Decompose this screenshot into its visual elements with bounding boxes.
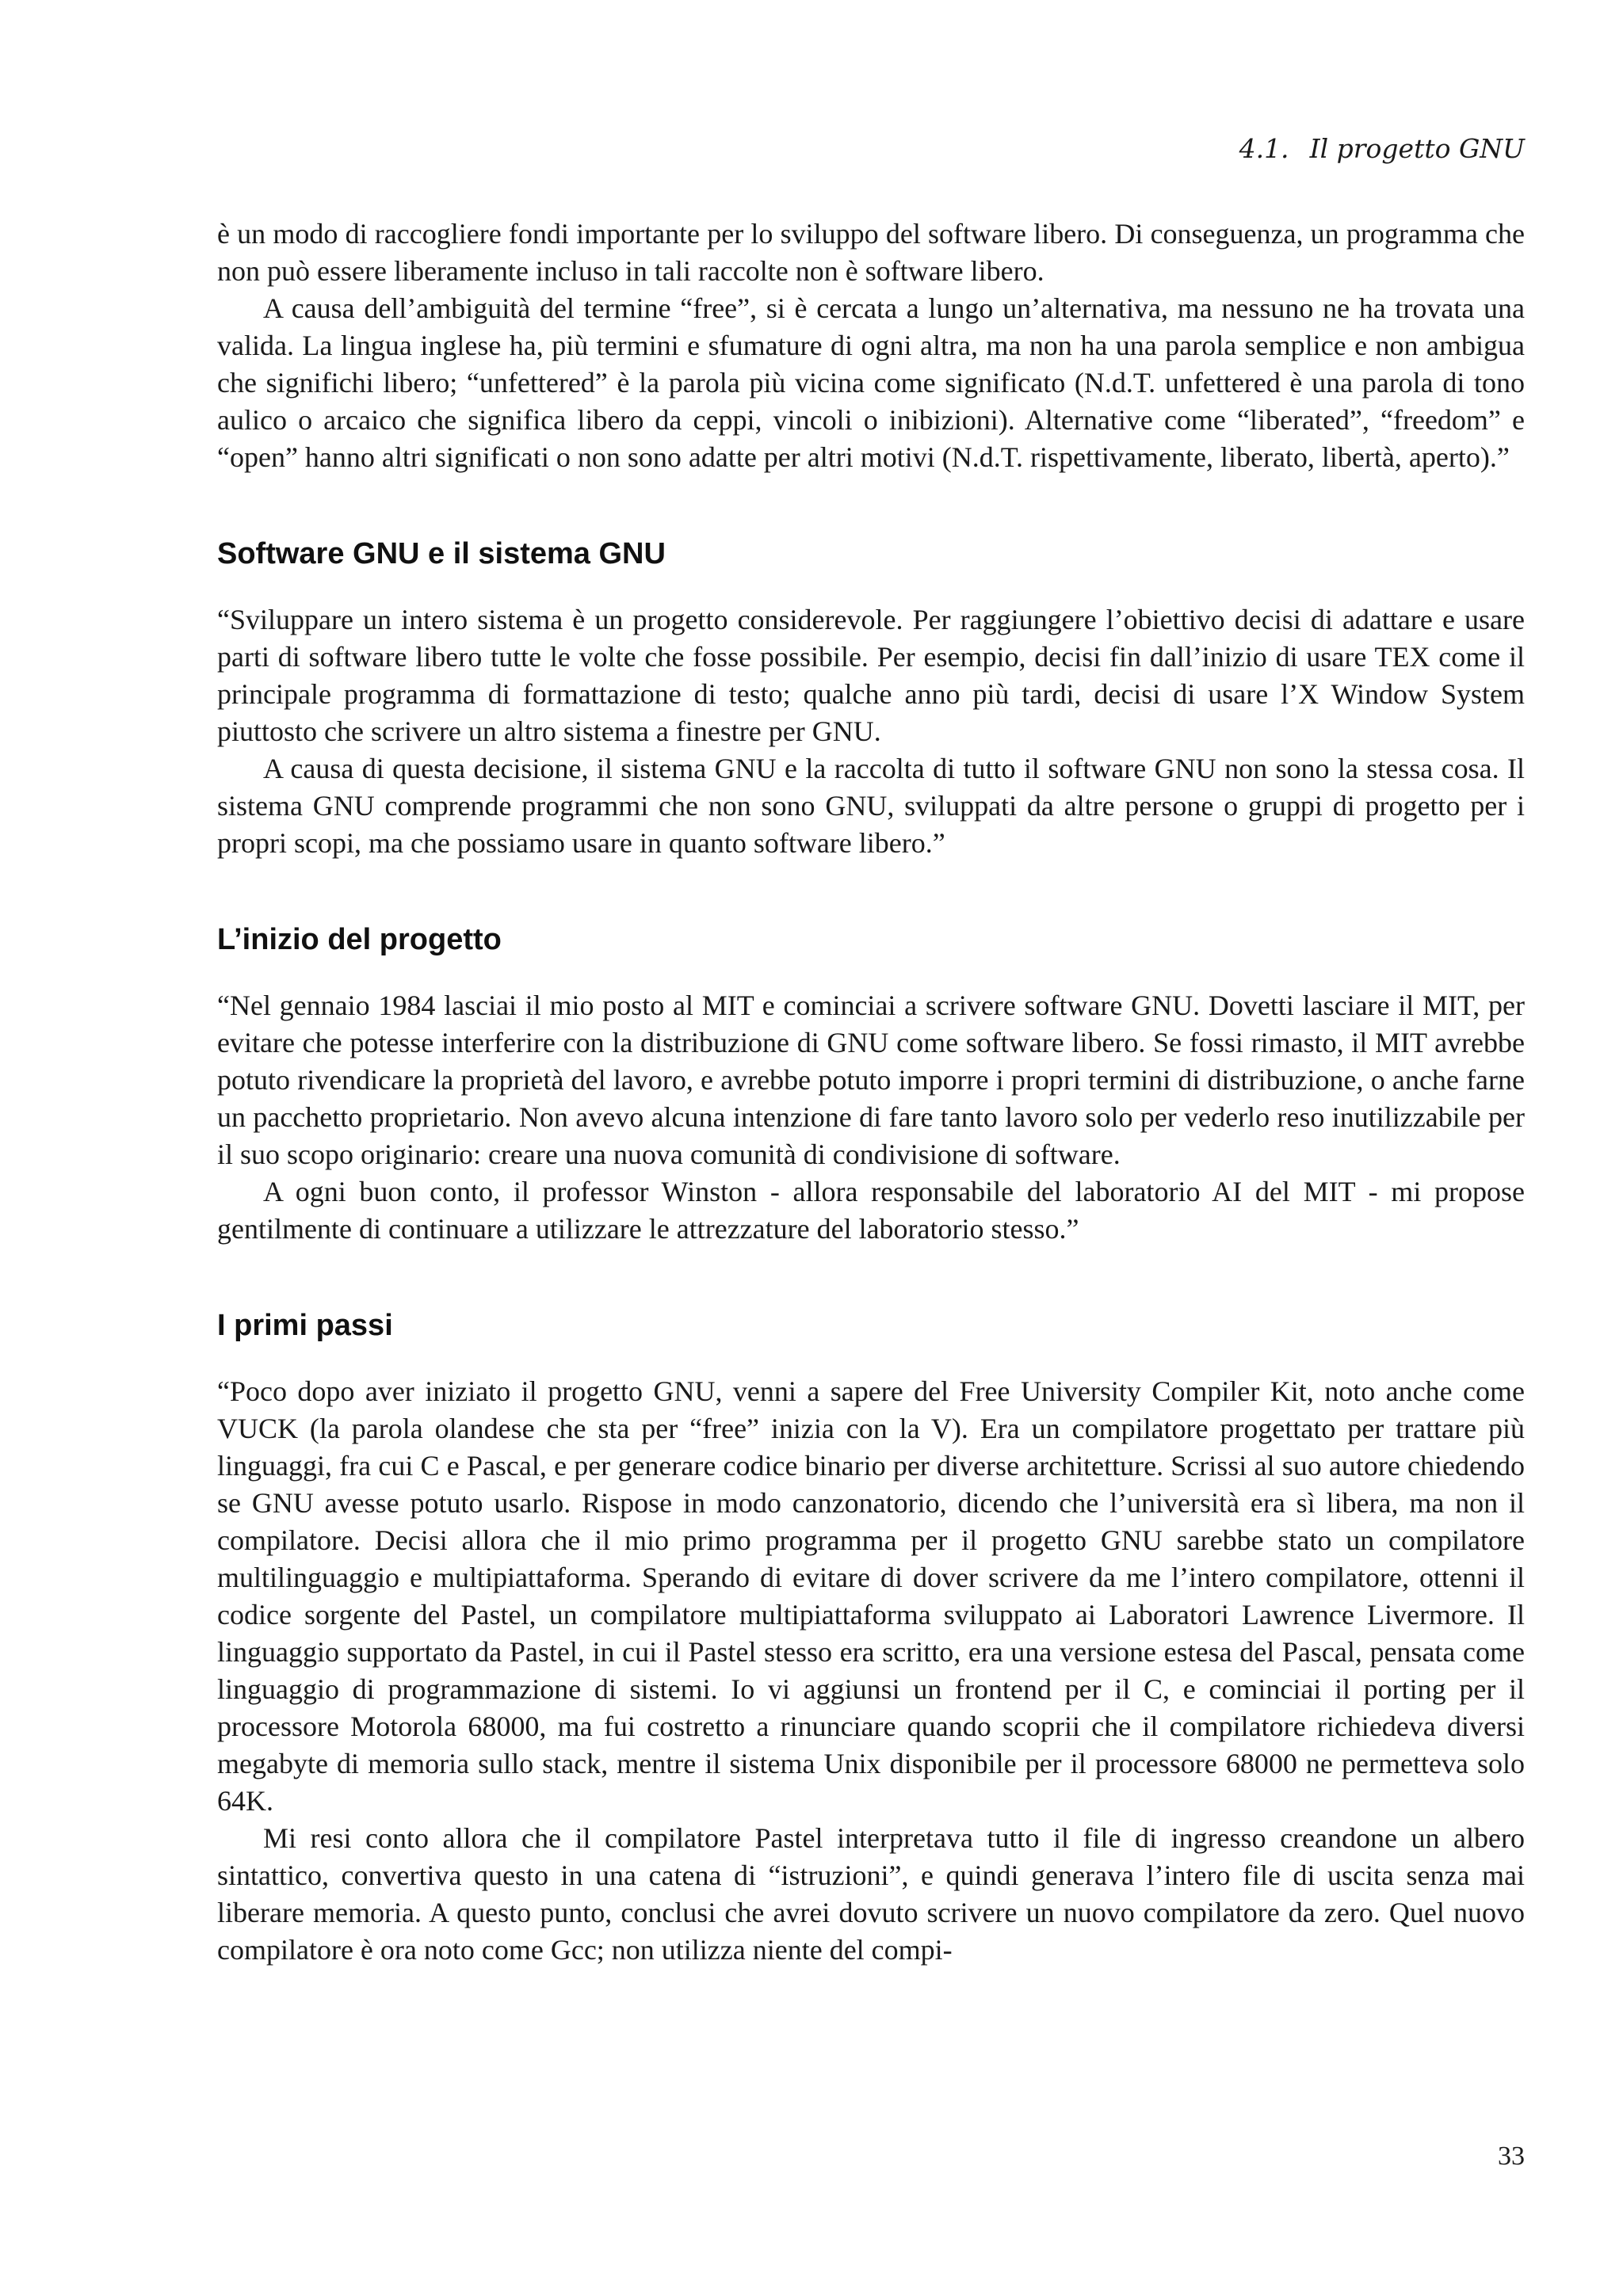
document-page: [217, 0, 1525, 2296]
section-title: Il progetto GNU: [1309, 133, 1525, 164]
running-header: [1239, 132, 1525, 166]
section-heading: I primi passi: [217, 1309, 393, 1342]
section-heading: Software GNU e il sistema GNU: [217, 537, 666, 570]
paragraph: Mi resi conto allora che il compilatore Pastel interpretava tutto il file di ingresso creandone un albero sintattico, convertiva questo in una catena di “istruzioni”, e quindi generava l’intero file di uscita senza mai liberare memoria. A questo punto, conclusi che avrei dovuto scrivere un nuovo compilatore da zero. Quel nuovo compilatore è ora noto come Gcc; non utilizza niente del compi-: [217, 1822, 1525, 1966]
paragraph: è un modo di raccogliere fondi importante per lo sviluppo del software libero. Di conseguenza, un programma che non può essere liberamente incluso in tali raccolte non è software libero.: [217, 218, 1525, 287]
section-number: 4.1.: [1239, 133, 1289, 164]
body-text: [217, 215, 1525, 1969]
paragraph: “Sviluppare un intero sistema è un progetto considerevole. Per raggiungere l’obiettivo decisi di adattare e usare parti di software libero tutte le volte che fosse possibile. Per esempio, decisi fin dall’inizio di usare TEX come il principale programma di formattazione di testo; qualche anno più tardi, decisi di usare l’X Window System piuttosto che scrivere un altro sistema a finestre per GNU.: [217, 604, 1525, 747]
paragraph: A causa dell’ambiguità del termine “free”, si è cercata a lungo un’alternativa, ma nessuno ne ha trovata una valida. La lingua inglese ha, più termini e sfumature di ogni altra, ma non ha una parola semplice e non ambigua che significhi libero; “unfettered” è la parola più vicina come significato (N.d.T. unfettered è una parola di tono aulico o arcaico che significa libero da ceppi, vincoli o inibizioni). Alternative come “liberated”, “freedom” e “open” hanno altri significati o non sono adatte per altri motivi (N.d.T. rispettivamente, liberato, libertà, aperto).”: [217, 292, 1525, 473]
paragraph: A ogni buon conto, il professor Winston - allora responsabile del laboratorio AI del MIT - mi propose gentilmente di continuare a utilizzare le attrezzature del laboratorio stesso.”: [217, 1176, 1525, 1245]
section-heading: L’inizio del progetto: [217, 923, 502, 956]
paragraph: A causa di questa decisione, il sistema GNU e la raccolta di tutto il software GNU non sono la stessa cosa. Il sistema GNU comprende programmi che non sono GNU, sviluppati da altre persone o gruppi di progetto per i propri scopi, ma che possiamo usare in quanto software libero.”: [217, 753, 1525, 859]
page-number: 33: [1498, 2142, 1525, 2171]
paragraph: “Poco dopo aver iniziato il progetto GNU, venni a sapere del Free University Compiler Kit, noto anche come VUCK (la parola olandese che sta per “free” inizia con la V). Era un compilatore progettato per trattare più linguaggi, fra cui C e Pascal, e per generare codice binario per diverse architetture. Scrissi al suo autore chiedendo se GNU avesse potuto usarlo. Rispose in modo canzonatorio, dicendo che l’università era sì libera, ma non il compilatore. Decisi allora che il mio primo programma per il progetto GNU sarebbe stato un compilatore multilinguaggio e multipiattaforma. Sperando di evitare di dover scrivere da me l’intero compilatore, ottenni il codice sorgente del Pastel, un compilatore multipiattaforma sviluppato ai Laboratori Lawrence Livermore. Il linguaggio supportato da Pastel, in cui il Pastel stesso era scritto, era una versione estesa del Pascal, pensata come linguaggio di programmazione di sistemi. Io vi aggiunsi un frontend per il C, e cominciai il porting per il processore Motorola 68000, ma fui costretto a rinunciare quando scoprii che il compilatore richiedeva diversi megabyte di memoria sullo stack, mentre il sistema Unix disponibile per il processore 68000 ne permetteva solo 64K.: [217, 1375, 1525, 1817]
paragraph: “Nel gennaio 1984 lasciai il mio posto al MIT e cominciai a scrivere software GNU. Dovetti lasciare il MIT, per evitare che potesse interferire con la distribuzione di GNU come software libero. Se fossi rimasto, il MIT avrebbe potuto rivendicare la proprietà del lavoro, e avrebbe potuto imporre i propri termini di distribuzione, o anche farne un pacchetto proprietario. Non avevo alcuna intenzione di fare tanto lavoro solo per vederlo reso inutilizzabile per il suo scopo originario: creare una nuova comunità di condivisione di software.: [217, 990, 1525, 1170]
